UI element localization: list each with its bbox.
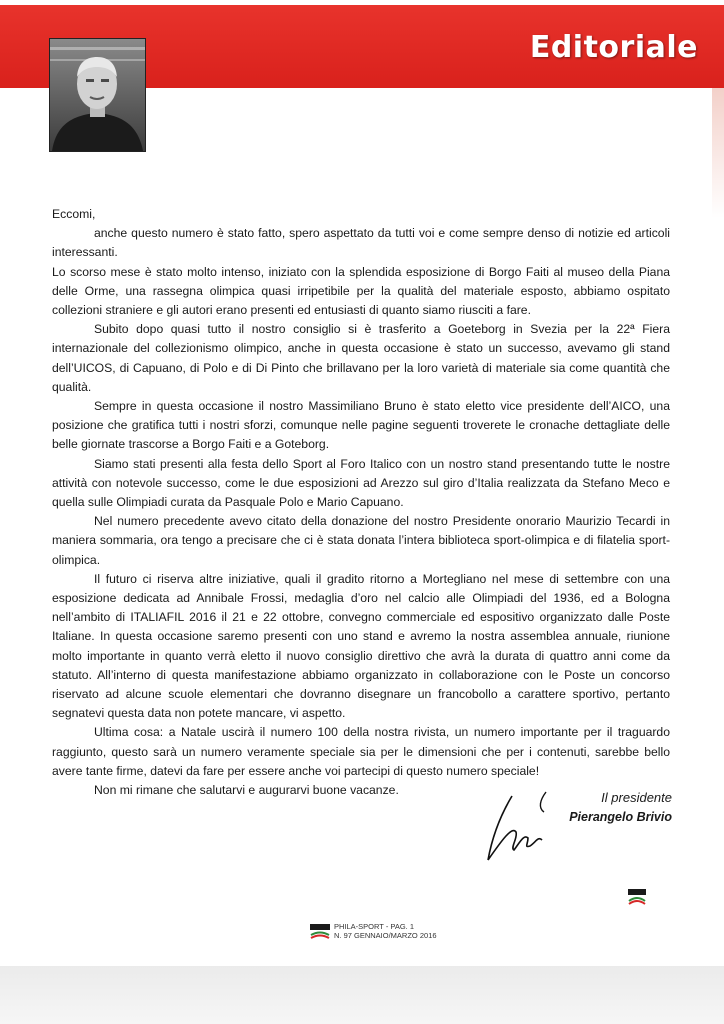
footer-text xyxy=(334,922,437,940)
paragraph: Lo scorso mese è stato molto intenso, iniziato con la splendida esposizione di Borgo Faiti al museo della Piana delle Orme, una rassegna olimpica quasi irripetibile per la qualità del materiale esposto, abbiamo ospitato collezioni straniere e gli autori erano presenti ed entusiasti di quanto siamo riusciti a fare. xyxy=(52,264,670,318)
paragraph: Nel numero precedente avevo citato della donazione del nostro Presidente onorario Maurizio Tecardi in maniera sommaria, ora tengo a precisare che ci è stata donata l’intera biblioteca sport-olimpica e di filatelia sport-olimpica. xyxy=(52,514,670,567)
footer-line-2: N. 97 GENNAIO/MARZO 2016 xyxy=(334,931,437,940)
signature-block xyxy=(492,790,672,870)
author-photo-image xyxy=(50,39,145,151)
editorial-article xyxy=(52,205,670,800)
paragraph: Sempre in questa occasione il nostro Massimiliano Bruno è stato eletto vice presidente dell’AICO, una posizione che gratifica tutti i nostri sforzi, comunque nelle pagine seguenti troverete le cronache dettagliate delle belle giornate trascorse a Borgo Faiti e a Goteborg. xyxy=(52,399,670,452)
uicos-logo xyxy=(628,889,646,907)
footer-line-1: PHILA-SPORT - PAG. 1 xyxy=(334,922,415,931)
paragraph: Non mi rimane che salutarvi e augurarvi buone vacanze. xyxy=(94,783,399,798)
greeting: Eccomi, xyxy=(52,207,96,221)
scan-bottom-band xyxy=(0,966,724,1024)
page-title: Editoriale xyxy=(529,30,698,65)
uicos-logo-icon xyxy=(310,924,330,940)
decorative-stripe xyxy=(712,88,724,218)
paragraph: Subito dopo quasi tutto il nostro consiglio si è trasferito a Goeteborg in Svezia per la 22ª Fiera internazionale del collezionismo olimpico, anche in questa occasione è stato un successo, avevamo gli stand dell’UICOS, di Capuano, di Polo e di Di Pinto che brillavano per la loro varietà di materiale sia come quantità che qualità. xyxy=(52,322,670,394)
paragraph: Siamo stati presenti alla festa dello Sport al Foro Italico con un nostro stand presentando tutte le nostre attività con notevole successo, come le due esposizioni ad Arezzo sul giro d’Italia realizzata da Stefano Meco e quella sulle Olimpiadi curata da Pasquale Polo e Mario Capuano. xyxy=(52,456,670,510)
paragraph: Ultima cosa: a Natale uscirà il numero 100 della nostra rivista, un numero importante per il traguardo raggiunto, questo sarà un numero veramente speciale sia per le dimensioni che per i contenuti, sarebbe bello avere tante firme, datevi da fare per essere anche voi partecipi di questo numero speciale! xyxy=(52,725,670,778)
signature-name: Pierangelo Brivio xyxy=(569,810,672,824)
paragraph: anche questo numero è stato fatto, spero aspettato da tutti voi e come sempre denso di notizie ed articoli interessanti. xyxy=(52,226,670,260)
paragraph: Il futuro ci riserva altre iniziative, quali il gradito ritorno a Mortegliano nel mese di settembre con una esposizione dedicata ad Annibale Frossi, medaglia d’oro nel calcio alle Olimpiadi del 1936, ed a Bologna nell’ambito di ITALIAFIL 2016 il 21 e 22 ottobre, convegno commerciale ed espositivo organizzato dalle Poste Italiane. In questa occasione saremo presenti con uno stand e avremo la nostra assemblea annuale, riunione molto importante in quanto verrà eletto il nuovo consiglio direttivo che avrà la durata di quattro anni come da statuto. All’interno di questa manifestazione abbiamo organizzato in collaborazione con le Poste un concorso riservato ad alcune scuole elementari che dovranno disegnare un francobollo a carattere sportivo, pertanto segnatevi questa data non potete mancare, vi aspetto. xyxy=(52,571,670,721)
uicos-logo-icon xyxy=(628,889,646,907)
author-photo xyxy=(49,38,146,152)
signature-role: Il presidente xyxy=(601,790,672,805)
handwritten-signature xyxy=(482,786,602,870)
